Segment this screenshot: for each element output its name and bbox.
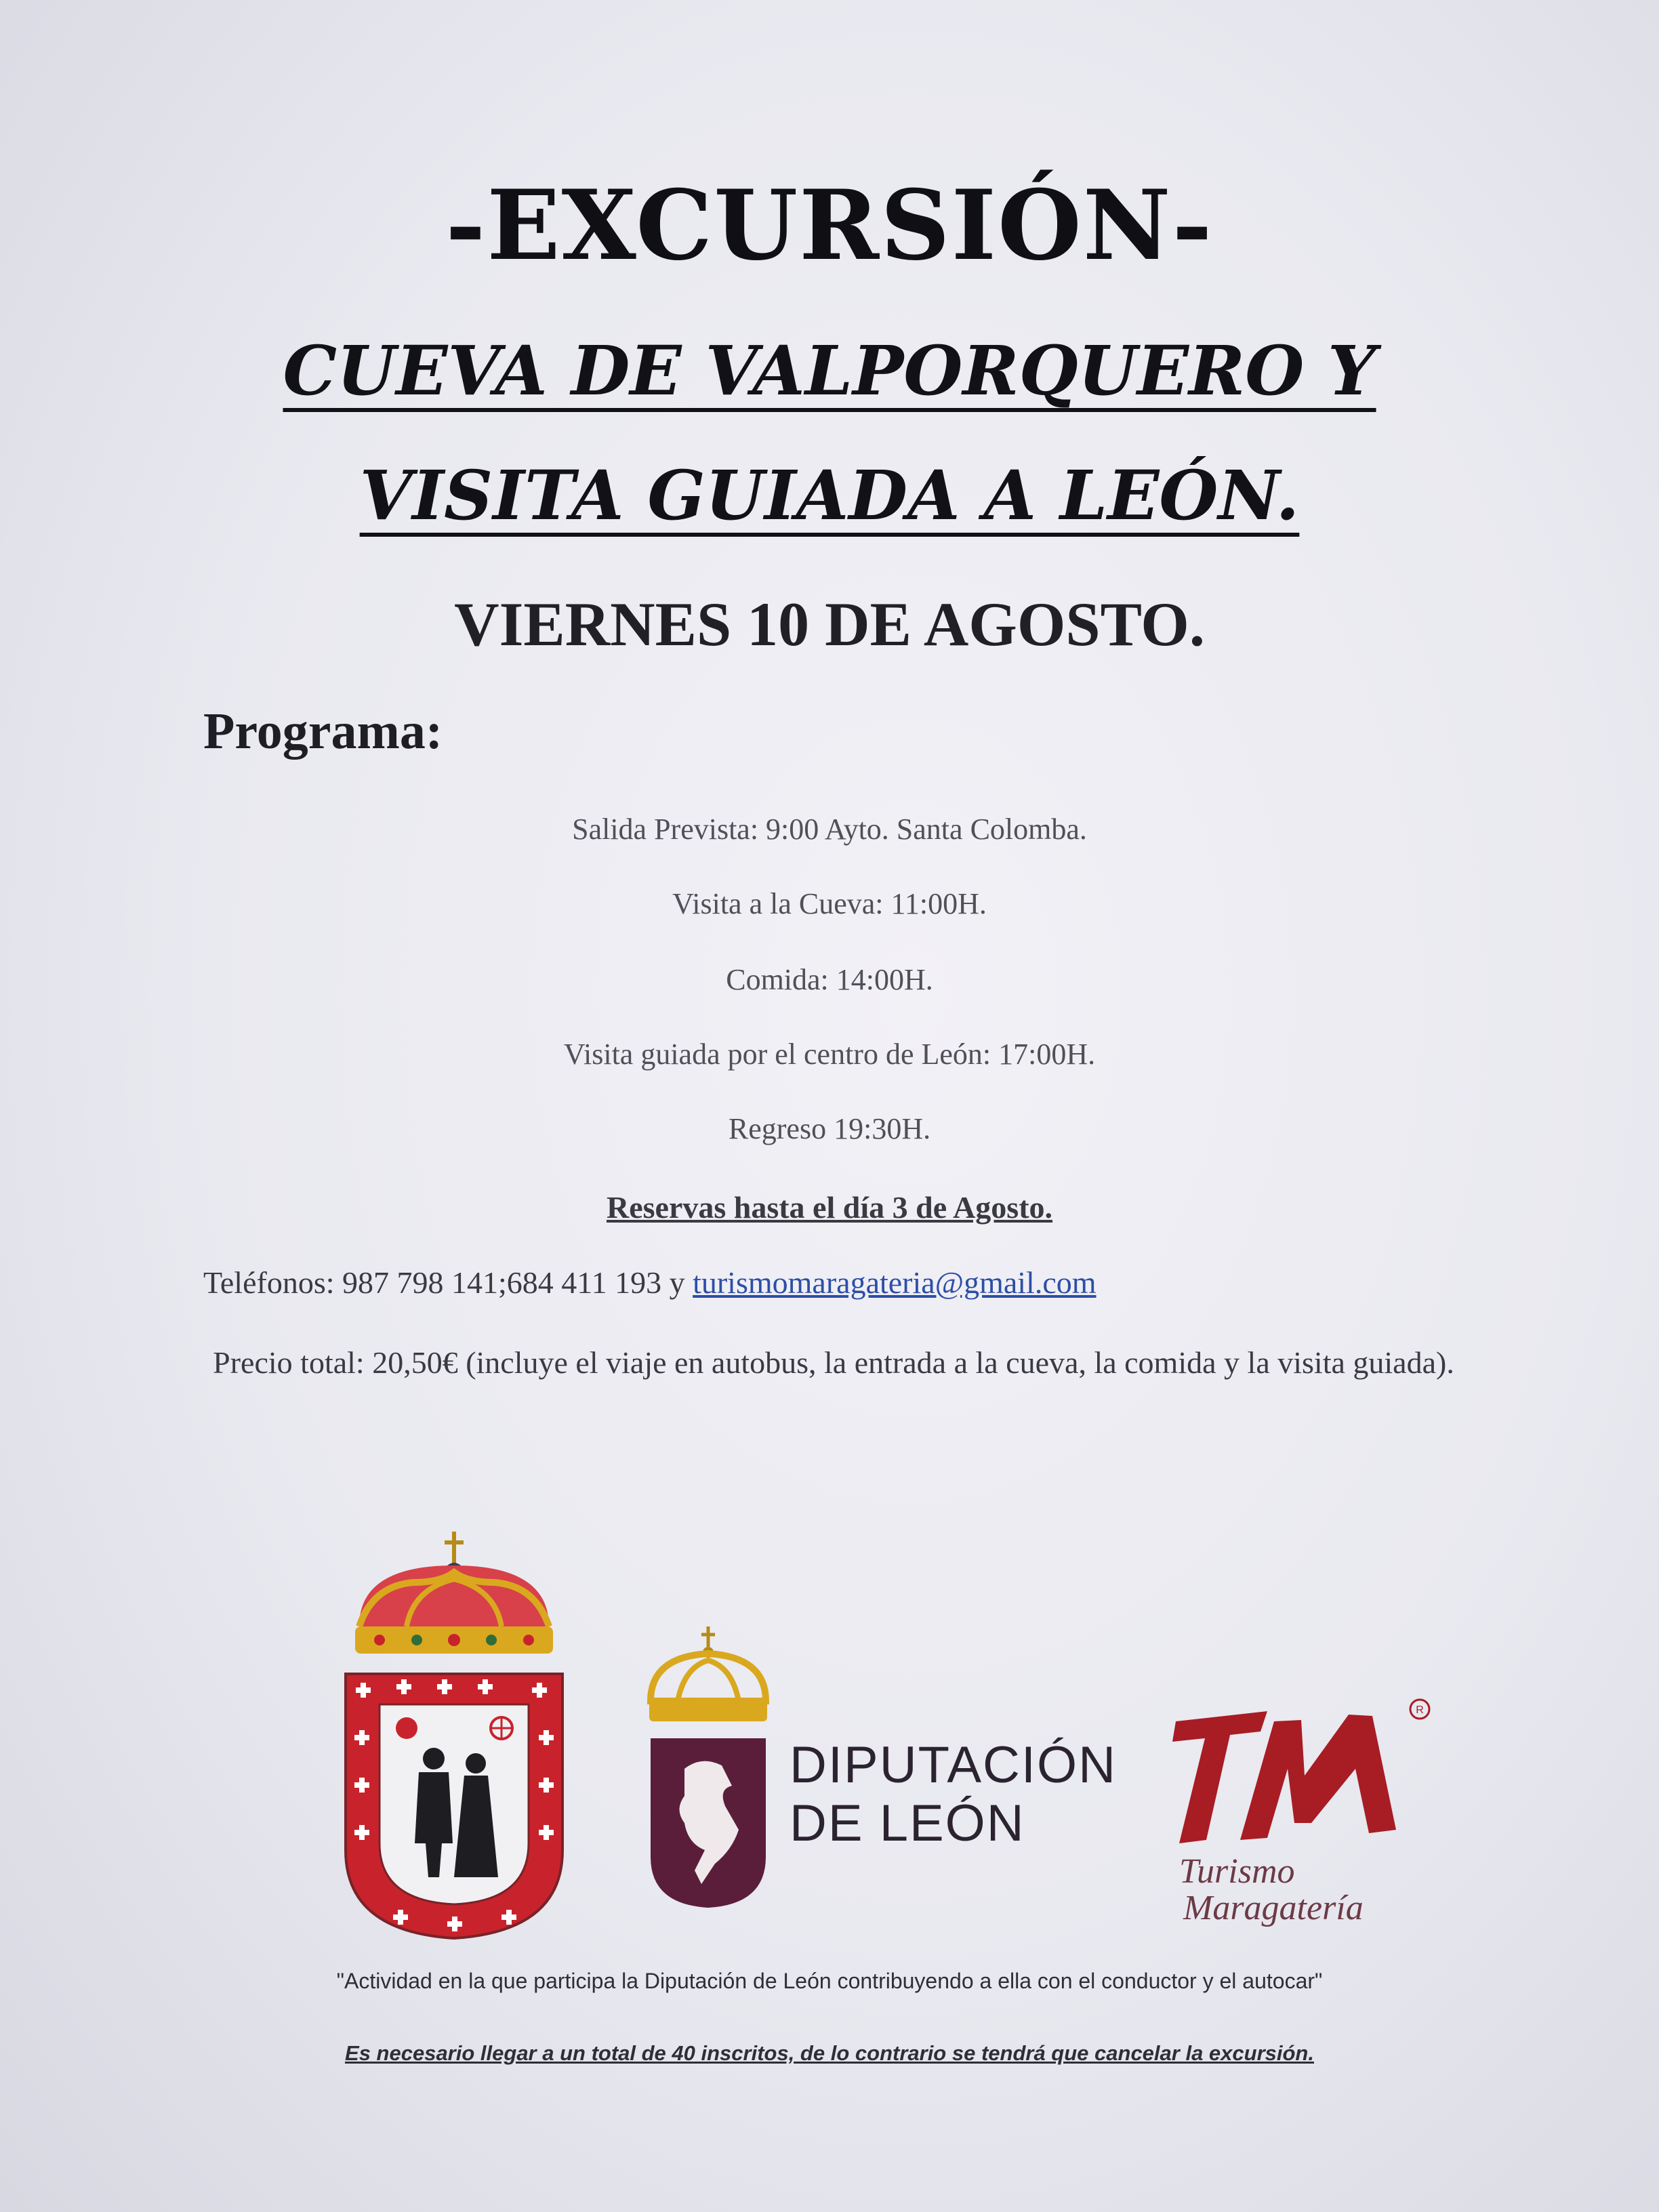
diputacion-line-2: DE LEÓN: [790, 1795, 1025, 1852]
programa-item: Visita guiada por el centro de León: 17:00H.: [563, 1038, 1096, 1071]
programa-item: Salida Prevista: 9:00 Ayto. Santa Colomba.: [572, 813, 1087, 846]
price-info: Precio total: 20,50€ (incluye el viaje en autobus, la entrada a la cueva, la comida y la visita guiada).: [213, 1345, 1454, 1380]
programa-item: Regreso 19:30H.: [728, 1112, 931, 1145]
reservas-deadline: Reservas hasta el día 3 de Agosto.: [606, 1190, 1053, 1225]
email-link[interactable]: turismomaragateria@gmail.com: [693, 1265, 1097, 1300]
crown-icon: [649, 1626, 767, 1721]
coat-of-arms-icon: [332, 1525, 576, 1945]
programa-item: Visita a la Cueva: 11:00H.: [672, 887, 987, 920]
crown-icon: [355, 1532, 553, 1654]
event-date: VIERNES 10 DE AGOSTO.: [454, 590, 1205, 659]
page-title: -EXCURSIÓN-: [445, 169, 1214, 282]
tm-caption: [1179, 1853, 1364, 1927]
diputacion-line-1: DIPUTACIÓN: [790, 1736, 1118, 1794]
tm-line-1: Turismo: [1179, 1852, 1295, 1891]
contact-line: [203, 1265, 1097, 1300]
programa-heading: Programa:: [203, 703, 443, 760]
phone-numbers: Teléfonos: 987 798 141;684 411 193 y: [203, 1265, 693, 1300]
subtitle-line-1: CUEVA DE VALPORQUERO Y: [283, 331, 1376, 411]
subtitle-line-2: VISITA GUIADA A LEÓN.: [359, 455, 1300, 535]
footer-warning: Es necesario llegar a un total de 40 inscritos, de lo contrario se tendrá que cancelar la excursión.: [345, 2041, 1314, 2065]
tm-line-2: Maragatería: [1183, 1889, 1364, 1927]
svg-text:R: R: [1416, 1704, 1424, 1716]
programa-item: Comida: 14:00H.: [726, 963, 933, 996]
diputacion-name: [790, 1736, 1117, 1853]
footer-note: "Actividad en la que participa la Diputación de León contribuyendo a ella con el conductor y el autocar": [336, 1969, 1323, 1993]
